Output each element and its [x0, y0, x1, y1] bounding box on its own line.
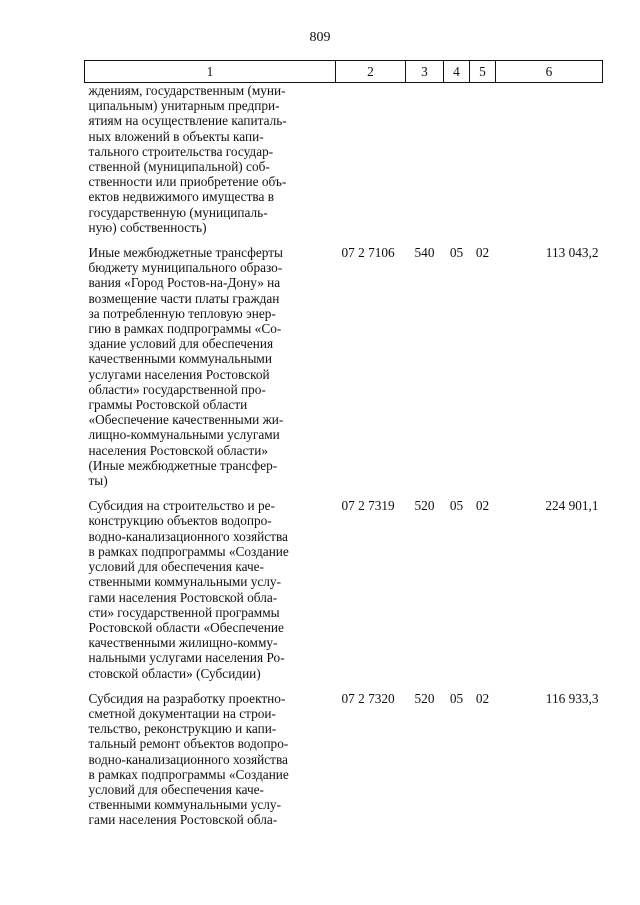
header-row: [85, 61, 603, 83]
row-pr: 02: [475, 498, 490, 514]
table-row: [85, 235, 603, 488]
row-amount: 113 043,2: [545, 245, 599, 261]
row-vr: [406, 83, 444, 236]
row-code: 07 2 7319: [341, 498, 395, 514]
row-name: Субсидия на строительство и ре- конструкцию объектов водопро- водно-канализационного хозяйства в рамках подпрограммы «Создание условий для обеспечения каче- ственными коммунальными услу- гами населения Ростовской обла- сти» государственной программы Ростовской области «Обеспечение качественными жилищно-комму- нальными услугами населения Ро- стовской области» (Субсидии): [88, 498, 289, 681]
row-name: Субсидия на разработку проектно- сметной документации на строи- тельство, реконструкцию и капи- тальный ремонт объектов водопро- водно-канализационного хозяйства в рамках подпрограммы «Создание условий для обеспечения каче- ственными коммунальными услу- гами населения Ростовской обла-: [88, 690, 289, 828]
page-number: 809: [309, 30, 331, 45]
row-rz: 05: [449, 690, 464, 706]
header-col-1: 1: [85, 61, 336, 83]
row-rz: 05: [449, 245, 464, 261]
row-amount: 224 901,1: [545, 498, 599, 514]
table-row: [85, 681, 603, 828]
row-amount: [496, 83, 603, 236]
header-col-2: 2: [336, 61, 406, 83]
row-code: [336, 83, 406, 236]
header-col-4: 4: [444, 61, 470, 83]
budget-table: [84, 60, 603, 828]
table-row: [85, 488, 603, 680]
table-row: [85, 83, 603, 236]
row-rz: 05: [449, 498, 464, 514]
header-col-3: 3: [406, 61, 444, 83]
row-code: 07 2 7106: [341, 245, 395, 261]
row-code: 07 2 7320: [341, 690, 395, 706]
header-col-5: 5: [470, 61, 496, 83]
row-name: ждениям, государственным (муни- ципальным) унитарным предпри- ятиям на осуществление капиталь- ных вложений в объекты капи- тального строительства государ- ственной (муниципальной) соб- ственности или приобретение объ- ектов недвижимого имущества в государственную (муниципаль- ную) собственность): [88, 83, 287, 235]
row-vr: 540: [414, 245, 435, 261]
table-body: [85, 83, 603, 828]
row-name: Иные межбюджетные трансферты бюджету муниципального образо- вания «Город Ростов-на-Дону» на возмещение части платы граждан за потребленную тепловую энер- гию в рамках подпрограммы «Со- здание условий для обеспечения качественными коммунальными услугами населения Ростовской области» государственной про- граммы Ростовской области «Обеспечение качественными жи- лищно-коммунальными услугами населения Ростовской области» (Иные межбюджетные трансфер- ты): [88, 245, 284, 489]
row-rz: [444, 83, 470, 236]
row-vr: 520: [414, 690, 435, 706]
row-vr: 520: [414, 498, 435, 514]
row-pr: [470, 83, 496, 236]
row-amount: 116 933,3: [545, 690, 599, 706]
row-pr: 02: [475, 245, 490, 261]
table-header: [85, 61, 603, 83]
row-pr: 02: [475, 690, 490, 706]
header-col-6: 6: [496, 61, 603, 83]
